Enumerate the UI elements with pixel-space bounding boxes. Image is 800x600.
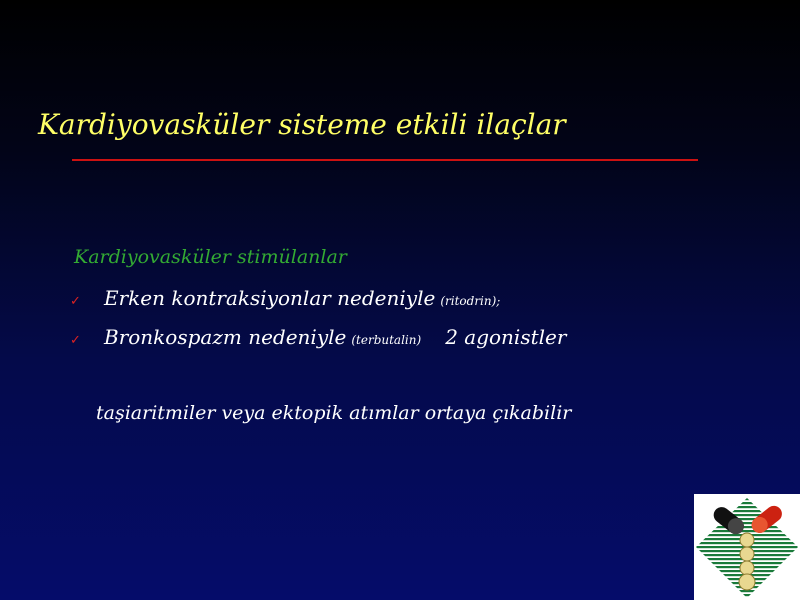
bullet-drug: (ritodrin); (440, 294, 501, 308)
bullet-suffix: 2 agonistler (445, 325, 567, 349)
pharmacy-capsule-logo-icon (694, 494, 800, 600)
logo-graphic (694, 494, 800, 600)
pill (739, 574, 755, 590)
bullet-text: Erken kontraksiyonlar nedeniyle (104, 286, 436, 310)
pill (740, 561, 754, 575)
slide-title: Kardiyovasküler sisteme etkili ilaçlar (38, 108, 566, 141)
bullet-drug: (terbutalin) (351, 333, 422, 347)
section-subheading: Kardiyovasküler stimülanlar (74, 246, 347, 268)
pill (740, 547, 754, 561)
bullet-item (70, 286, 500, 310)
title-underline (72, 159, 698, 161)
bullet-item (70, 325, 566, 349)
check-icon: ✓ (70, 333, 81, 348)
note-text: taşiaritmiler veya ektopik atımlar ortaya çıkabilir (96, 402, 572, 424)
check-icon: ✓ (70, 294, 81, 309)
bullet-text: Bronkospazm nedeniyle (104, 325, 347, 349)
pill (740, 533, 754, 547)
